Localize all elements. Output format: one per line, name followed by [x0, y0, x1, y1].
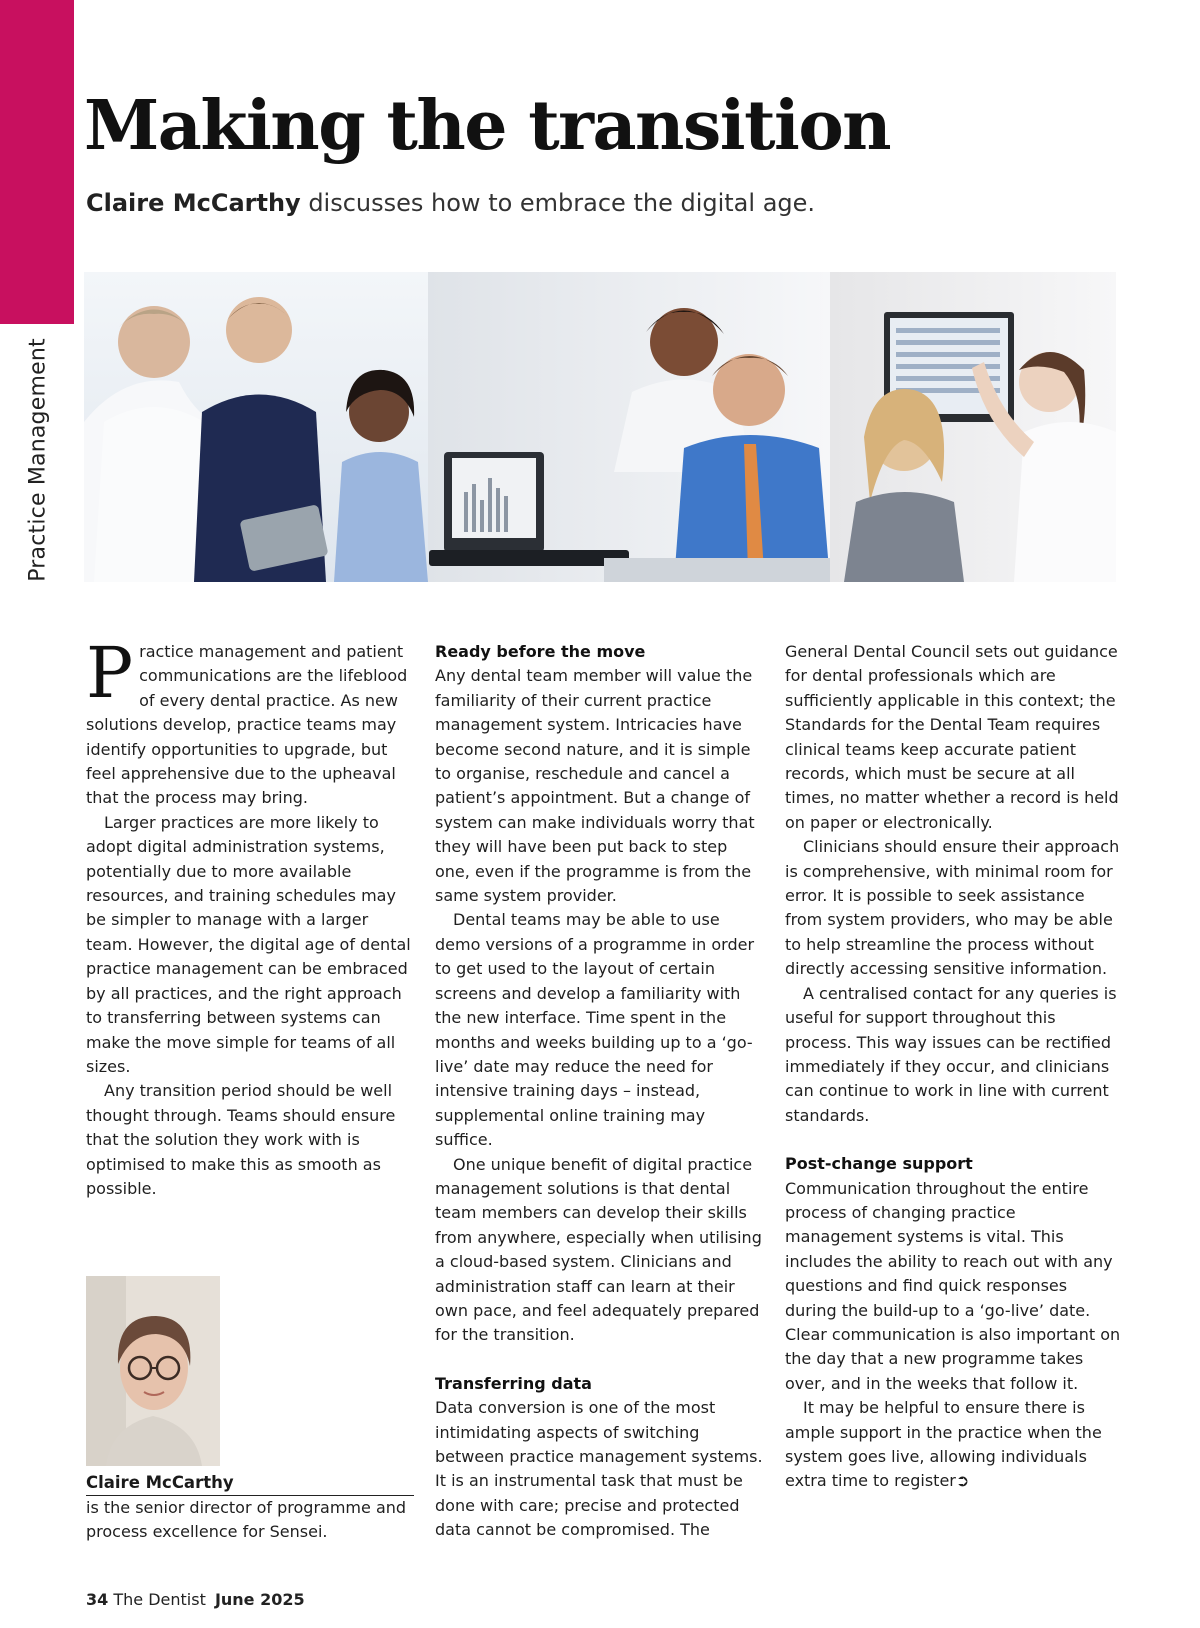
standfirst-author: Claire McCarthy	[86, 189, 301, 217]
hero-image	[84, 272, 1116, 582]
page-number: 34	[86, 1590, 109, 1609]
paragraph: Any transition period should be well thought through. Teams should ensure that the solution they work with is optimised to make this as smooth as possible.	[86, 1081, 396, 1198]
column-3	[785, 640, 1121, 1494]
hero-illustration	[84, 272, 1116, 582]
paragraph: Dental teams may be able to use demo versions of a programme in order to get used to the layout of certain screens and develop a familiarity with the new interface. Time spent in the months and weeks building up to a ‘go-live’ date may reduce the need for intensive training days – instead, supplemental online training may suffice.	[435, 910, 755, 1150]
paragraph: Communication throughout the entire process of changing practice management systems is vital. This includes the ability to reach out with any questions and find quick responses during the build-up to a ‘go-live’ date. Clear communication is also important on the day that a new programme takes over, and in the weeks that follow it.	[785, 1178, 1121, 1393]
paragraph: Data conversion is one of the most intimidating aspects of switching between practice management systems. It is an instrumental task that must be done with care; precise and protected data cannot be compromised. The	[435, 1398, 763, 1540]
paragraph: Any dental team member will value the familiarity of their current practice management system. Intricacies have become second nature, and it is simple to organise, reschedule and cancel a patient’s appointment. But a change of system can make individuals worry that they will have been put back to step one, even if the programme is from the same system provider.	[435, 666, 755, 906]
continue-arrow-icon: ➲	[955, 1471, 970, 1491]
publication-name: The Dentist	[113, 1590, 206, 1609]
paragraph	[785, 1396, 1121, 1494]
subheading-ready: Ready before the move	[435, 642, 646, 661]
section-label: Practice Management	[25, 338, 51, 582]
subheading-post-change: Post-change support	[785, 1154, 973, 1174]
page-footer	[86, 1590, 305, 1609]
section-color-bar	[0, 0, 74, 324]
column-2	[435, 640, 767, 1543]
author-portrait	[86, 1276, 220, 1466]
standfirst-text: discusses how to embrace the digital age.	[300, 189, 816, 217]
paragraph: Larger practices are more likely to adopt digital administration systems, potentially due to more available resources, and training schedules may be simpler to manage with a larger team. However, the digital age of dental practice management can be embraced by all practices, and the right approach to transferring between systems can make the move simple for teams of all sizes.	[86, 812, 411, 1076]
page-title: Making the transition	[84, 86, 891, 166]
paragraph-text: It may be helpful to ensure there is ample support in the practice when the system goes live, allowing individuals extra time to register	[785, 1398, 1102, 1491]
standfirst	[86, 188, 815, 218]
paragraph: General Dental Council sets out guidance for dental professionals which are sufficiently applicable in this context; the Standards for the Dental Team requires clinical teams keep accurate patient records, which must be secure at all times, no matter whether a record is held on paper or electronically.	[785, 642, 1119, 832]
subheading-transferring: Transferring data	[435, 1373, 592, 1393]
author-photo	[86, 1276, 220, 1466]
author-name: Claire McCarthy	[86, 1472, 414, 1496]
intro-paragraph	[86, 632, 418, 811]
dropcap: P	[86, 632, 134, 714]
issue-date: June 2025	[214, 1590, 305, 1609]
paragraph: Clinicians should ensure their approach is comprehensive, with minimal room for error. It is possible to seek assistance from system providers, who may be able to help streamline the process without directly accessing sensitive information.	[785, 837, 1120, 979]
column-1	[86, 632, 418, 1201]
author-bio: is the senior director of programme and process excellence for Sensei.	[86, 1498, 407, 1541]
intro-text: ractice management and patient communications are the lifeblood of every dental practice. As new solutions develop, practice teams may identify opportunities to upgrade, but feel apprehensive due to the upheaval that the process may bring.	[86, 642, 408, 808]
paragraph: A centralised contact for any queries is useful for support throughout this process. This way issues can be rectified immediately if they occur, and clinicians can continue to work in line with current standards.	[785, 983, 1117, 1125]
paragraph: One unique benefit of digital practice management solutions is that dental team members can develop their skills from anywhere, especially when utilising a cloud-based system. Clinicians and administration staff can learn at their own pace, and feel adequately prepared for the transition.	[435, 1154, 762, 1345]
